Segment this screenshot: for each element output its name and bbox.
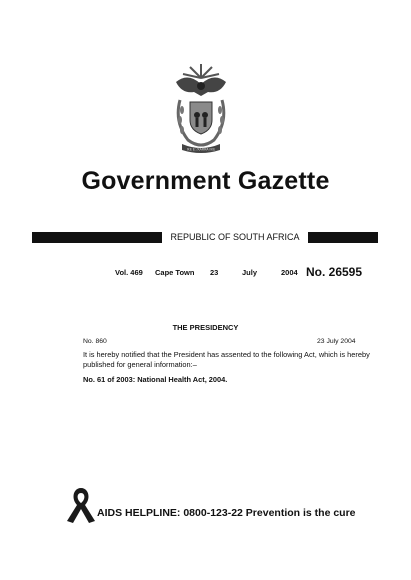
- issue-month: July: [242, 268, 258, 277]
- notice-body: It is hereby notified that the President has assented to the following Act, which is hereby published for general information:–: [83, 350, 370, 369]
- issue-volume: Vol. 469: [115, 268, 143, 277]
- notice-number: No. 860: [83, 338, 107, 345]
- issue-number: No. 26595: [306, 265, 363, 279]
- aids-helpline: AIDS HELPLINE: 0800-123-22 Prevention is the cure: [97, 507, 356, 519]
- issue-day: 23: [210, 268, 219, 277]
- coat-of-arms-motto: !KE E: /XARRA //KE: [186, 147, 216, 152]
- country-banner: [32, 232, 378, 243]
- issue-year: 2004: [281, 268, 298, 277]
- coat-of-arms-icon: [168, 60, 234, 156]
- notice-date: 23 July 2004: [317, 338, 356, 345]
- issue-place: Cape Town: [155, 268, 195, 277]
- notice-heading: THE PRESIDENCY: [172, 323, 239, 332]
- country-label: REPUBLIC OF SOUTH AFRICA: [162, 232, 308, 243]
- aids-ribbon-icon: [63, 485, 99, 525]
- gazette-title: Government Gazette: [81, 167, 330, 195]
- act-title: No. 61 of 2003: National Health Act, 2004.: [83, 375, 228, 384]
